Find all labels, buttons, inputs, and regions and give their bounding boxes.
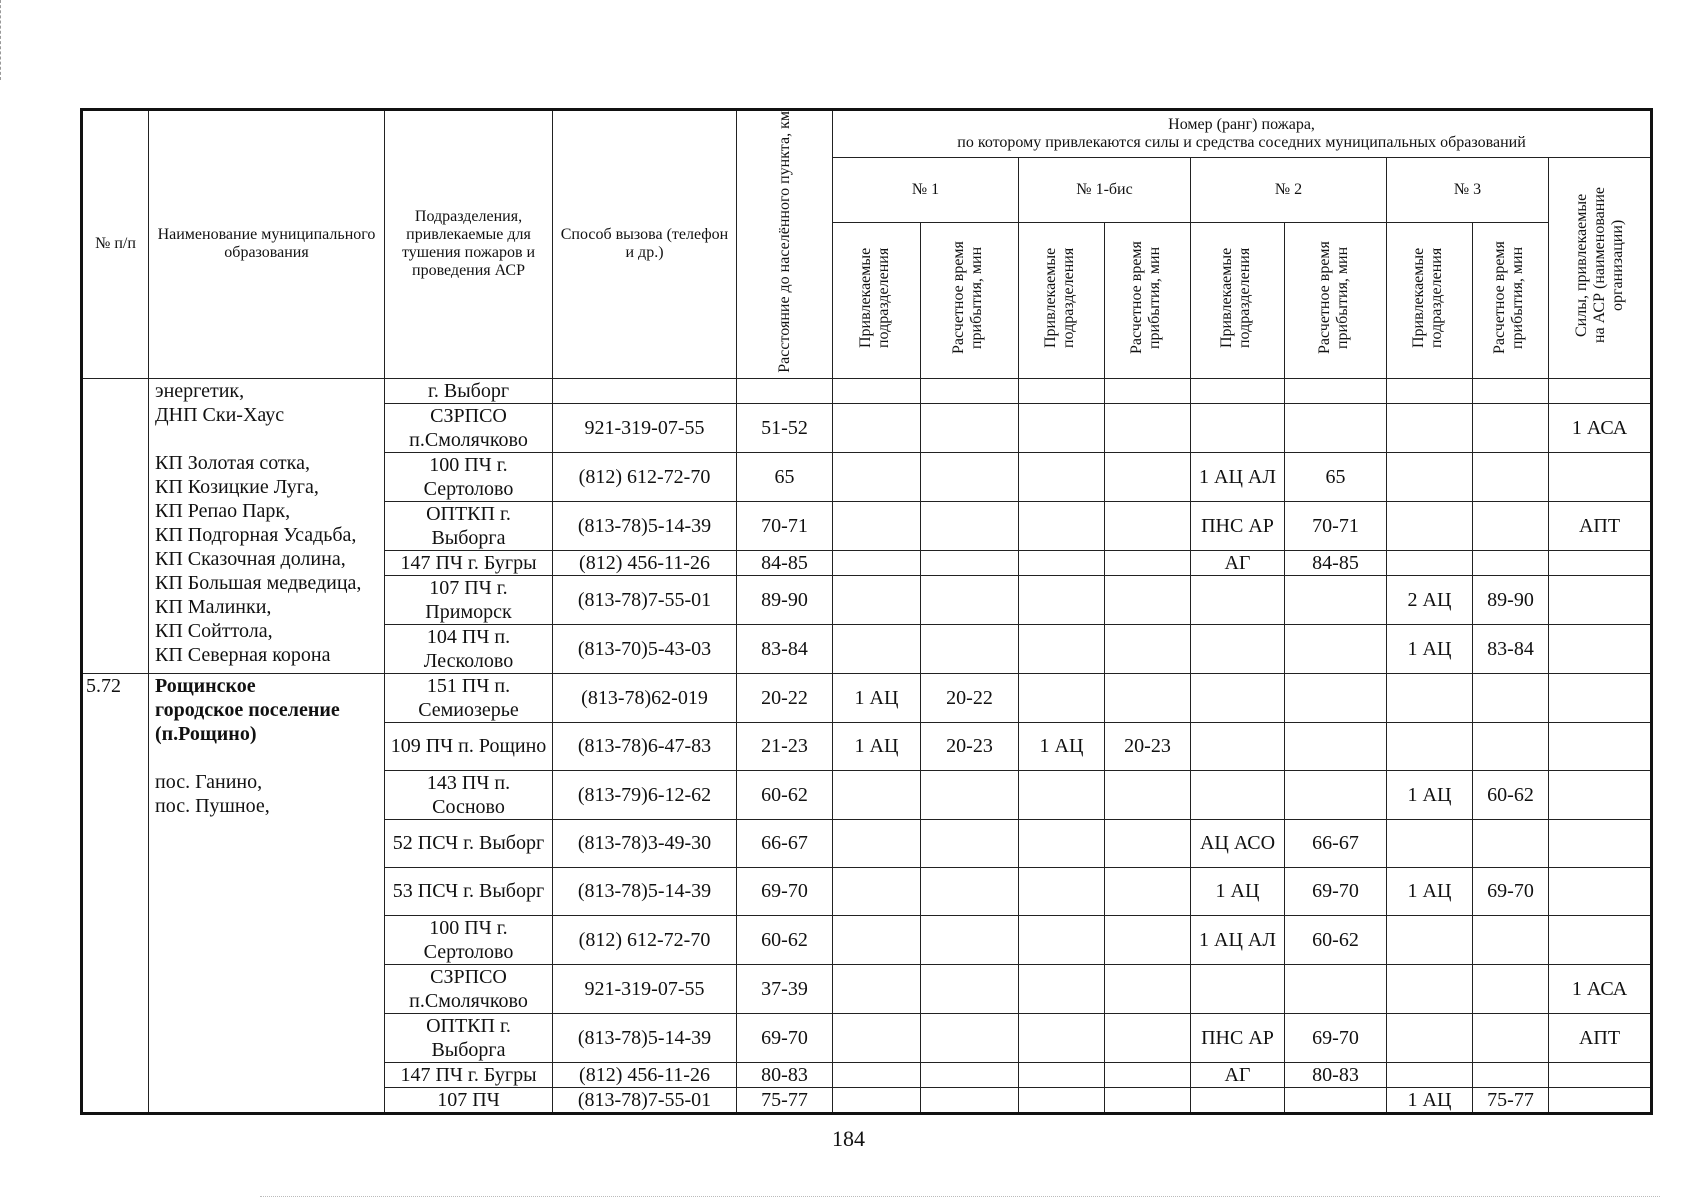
distance-cell: 21-23 [737,722,833,770]
section-a-settlements: энергетик, ДНП Ски-Хаус КП Золотая сотка, КП Козицкие Луга, КП Репао Парк, КП Подгорная Усадьба, КП Сказочная долина, КП Большая медведица, КП Малинки, КП Сойттола, КП Северная корона [149,378,385,673]
asr-cell: 1 АСА [1549,403,1652,452]
unit-cell: 109 ПЧ п. Рощино [385,722,553,770]
header-rank-title [833,110,1652,158]
distance-cell: 84-85 [737,550,833,575]
call-cell: (812) 456-11-26 [553,1062,737,1087]
header-distance [737,110,833,379]
unit-cell: СЗРПСО п.Смолячково [385,964,553,1013]
call-cell: (813-78)5-14-39 [553,501,737,550]
section-b-title-1: Рощинское [155,674,256,697]
header-mo-name: Наименование муниципального образования [149,110,385,379]
distance-cell: 37-39 [737,964,833,1013]
table-row [82,378,1652,403]
distance-cell: 60-62 [737,915,833,964]
unit-cell: 100 ПЧ г. Сертолово [385,915,553,964]
call-cell: (813-78)6-47-83 [553,722,737,770]
page-number: 184 [832,1126,865,1151]
call-cell: (812) 456-11-26 [553,550,737,575]
call-cell: (813-78)62-019 [553,673,737,722]
header-distance-text: Расстояние до населённого пункта, км [775,111,793,373]
section-b-title-3: (п.Рощино) [155,722,257,745]
header-rank-3: № 3 [1387,158,1549,223]
asr-cell: 1 АСА [1549,964,1652,1013]
header-rank-title-line2: по которому привлекаются силы и средства соседних муниципальных образований [957,134,1526,151]
unit-cell: 53 ПСЧ г. Выборг [385,867,553,915]
scan-footer-line [260,1196,1660,1197]
call-cell [553,378,737,403]
unit-cell: 143 ПЧ п. Сосново [385,770,553,819]
header-r3-time: Расчетное время прибытия, мин [1473,222,1549,378]
header-r2-units: Привлекаемые подразделения [1191,222,1285,378]
table-row: 147 ПЧ г. Бугры (812) 456-11-26 80-83 АГ 80-83 [82,1062,1652,1087]
table-row: ОПТКП г. Выборга (813-78)5-14-39 69-70 ПНС АР 69-70 АПТ [82,1013,1652,1062]
header-rank-2: № 2 [1191,158,1387,223]
header-units: Подразделения, привлекаемые для тушения пожаров и проведения АСР [385,110,553,379]
unit-cell: 151 ПЧ п. Семиозерье [385,673,553,722]
distance-cell: 65 [737,452,833,501]
table-row: 100 ПЧ г. Сертолово (812) 612-72-70 65 1 АЦ АЛ 65 [82,452,1652,501]
table-row: 5.72 Рощинское городское поселение (п.Рощино) пос. Ганино, пос. Пушное, 151 ПЧ п. Семиозерье (813-78)62-019 20-22 1 АЦ 20-22 [82,673,1652,722]
asr-cell: АПТ [1549,501,1652,550]
unit-cell: 52 ПСЧ г. Выборг [385,819,553,867]
unit-cell: 107 ПЧ г. Приморск [385,575,553,624]
distance-cell [737,378,833,403]
table-row: 109 ПЧ п. Рощино (813-78)6-47-83 21-23 1 АЦ 20-23 1 АЦ 20-23 [82,722,1652,770]
distance-cell: 69-70 [737,1013,833,1062]
call-cell: 921-319-07-55 [553,403,737,452]
header-r1-time: Расчетное время прибытия, мин [921,222,1019,378]
table-row: 104 ПЧ п. Лесколово (813-70)5-43-03 83-84 1 АЦ 83-84 [82,624,1652,673]
call-cell: (812) 612-72-70 [553,452,737,501]
call-cell: (813-78)5-14-39 [553,1013,737,1062]
header-asr [1549,158,1652,379]
call-cell: (813-70)5-43-03 [553,624,737,673]
table-row: 100 ПЧ г. Сертолово (812) 612-72-70 60-62 1 АЦ АЛ 60-62 [82,915,1652,964]
header-r1bis-units: Привлекаемые подразделения [1019,222,1105,378]
unit-cell: 147 ПЧ г. Бугры [385,1062,553,1087]
distance-cell: 51-52 [737,403,833,452]
call-cell: (813-78)7-55-01 [553,575,737,624]
section-a-num [82,378,149,673]
unit-cell: ОПТКП г. Выборга [385,1013,553,1062]
table-row: 107 ПЧ г. Приморск (813-78)7-55-01 89-90 2 АЦ 89-90 [82,575,1652,624]
distance-cell: 20-22 [737,673,833,722]
distance-cell: 83-84 [737,624,833,673]
header-call-method: Способ вызова (телефон и др.) [553,110,737,379]
distance-cell: 80-83 [737,1062,833,1087]
table-row: 52 ПСЧ г. Выборг (813-78)3-49-30 66-67 АЦ АСО 66-67 [82,819,1652,867]
document-page [80,108,1650,1115]
section-b-num: 5.72 [82,673,149,1113]
header-r1-units: Привлекаемые подразделения [833,222,921,378]
call-cell: (813-78)7-55-01 [553,1087,737,1113]
header-r1bis-time: Расчетное время прибытия, мин [1105,222,1191,378]
distance-cell: 89-90 [737,575,833,624]
section-b-title-2: городское поселение [155,698,340,721]
header-rank-1bis: № 1-бис [1019,158,1191,223]
call-cell: (812) 612-72-70 [553,915,737,964]
table-row: 143 ПЧ п. Сосново (813-79)6-12-62 60-62 1 АЦ 60-62 [82,770,1652,819]
section-b-settlements: Рощинское городское поселение (п.Рощино) пос. Ганино, пос. Пушное, [149,673,385,1113]
asr-cell: АПТ [1549,1013,1652,1062]
unit-cell: 147 ПЧ г. Бугры [385,550,553,575]
call-cell: (813-79)6-12-62 [553,770,737,819]
header-r3-units: Привлекаемые подразделения [1387,222,1473,378]
distance-cell: 66-67 [737,819,833,867]
call-cell: (813-78)5-14-39 [553,867,737,915]
table-row: 53 ПСЧ г. Выборг (813-78)5-14-39 69-70 1 АЦ 69-70 1 АЦ 69-70 [82,867,1652,915]
header-asr-text: Силы, привлекаемые на АСР (наименование организации) [1572,187,1626,344]
header-rank-title-line1: Номер (ранг) пожара, [1168,116,1315,133]
header-rank-1: № 1 [833,158,1019,223]
distance-cell: 69-70 [737,867,833,915]
table-body [82,378,1652,1113]
header-r2-time: Расчетное время прибытия, мин [1285,222,1387,378]
scan-edge-mark [0,0,5,80]
unit-cell: 107 ПЧ [385,1087,553,1113]
unit-cell: СЗРПСО п.Смолячково [385,403,553,452]
distance-cell: 60-62 [737,770,833,819]
call-cell: (813-78)3-49-30 [553,819,737,867]
unit-cell: 100 ПЧ г. Сертолово [385,452,553,501]
header-num: № п/п [82,110,149,379]
call-cell: 921-319-07-55 [553,964,737,1013]
distance-cell: 70-71 [737,501,833,550]
table-row: 147 ПЧ г. Бугры (812) 456-11-26 84-85 АГ 84-85 [82,550,1652,575]
unit-cell: г. Выборг [385,378,553,403]
table-header [82,110,1652,379]
distance-cell: 75-77 [737,1087,833,1113]
unit-cell: ОПТКП г. Выборга [385,501,553,550]
table-row: 107 ПЧ (813-78)7-55-01 75-77 1 АЦ 75-77 [82,1087,1652,1113]
table-row: ОПТКП г. Выборга (813-78)5-14-39 70-71 ПНС АР 70-71 АПТ [82,501,1652,550]
fire-forces-table [80,108,1653,1115]
unit-cell: 104 ПЧ п. Лесколово [385,624,553,673]
